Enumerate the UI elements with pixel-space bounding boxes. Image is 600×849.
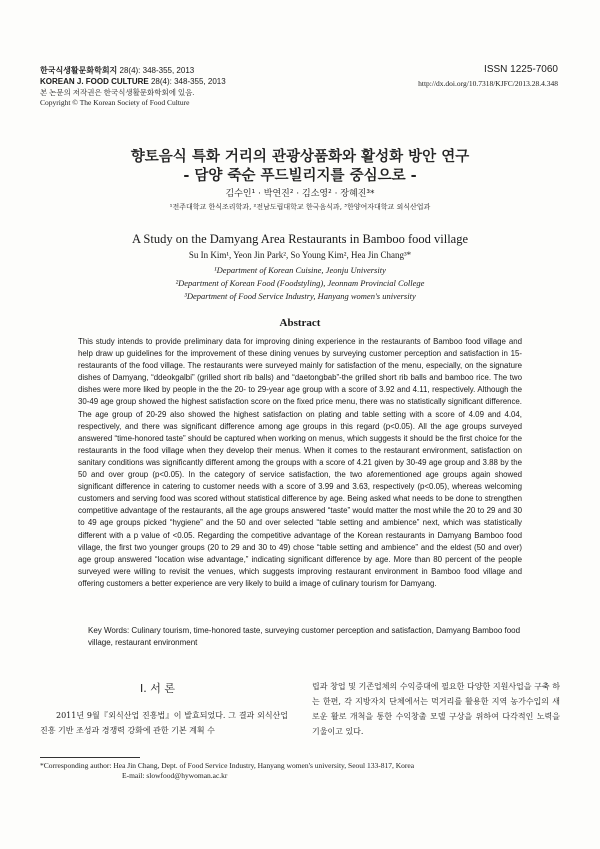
journal-citation-en	[40, 77, 226, 87]
journal-name-en: KOREAN J. FOOD CULTURE	[40, 77, 149, 86]
affiliation-en-3: ³Department of Food Service Industry, Hanyang women's university	[184, 291, 416, 301]
title-kr-line1: 향토음식 특화 거리의 관광상품화와 활성화 방안 연구	[130, 149, 470, 165]
affiliations-kr: ¹전주대학교 한식조리학과, ²전남도립대학교 한국음식과, ³한양여자대학교 외식산업과	[169, 203, 431, 211]
footnote-divider	[40, 757, 140, 758]
title-en: A Study on the Damyang Area Restaurants in Bamboo food village	[131, 232, 469, 246]
citation-kr: 28(4): 348-355, 2013	[117, 66, 195, 75]
title-kr-line2: - 담양 죽순 푸드빌리지를 중심으로 -	[183, 168, 417, 184]
doi-link[interactable]: http://dx.doi.org/10.7318/KJFC/2013.28.4.348	[418, 79, 558, 88]
keywords-text: Culinary tourism, time-honored taste, surveying customer perception and satisfaction, Damyang Bamboo food village, restaurant environment	[88, 626, 521, 647]
affiliation-en-1: ¹Department of Korean Cuisine, Jeonju University	[214, 265, 386, 275]
intro-right-column: 립과 창업 및 기존업체의 수익증대에 필요한 다양한 지원사업을 구축 하는 한편, 각 지방자치 단체에서는 먹거리를 활용한 지역 농가수입의 새로운 활로 개척을 통한 수익창출 모델 구상을 위하여 다각적인 노력을 기울이고 있다.	[312, 682, 560, 736]
journal-name-kr: 한국식생활문화학회지	[40, 66, 118, 75]
abstract-heading: Abstract	[279, 317, 321, 329]
issn: ISSN 1225-7060	[484, 64, 558, 75]
footnote	[40, 761, 560, 781]
keywords	[88, 625, 522, 649]
author-email: E-mail: slowfood@hywoman.ac.kr	[122, 771, 228, 780]
keywords-label: Key Words:	[88, 626, 130, 635]
journal-citation-kr	[40, 66, 194, 76]
authors-en: Su In Kim¹, Yeon Jin Park², So Young Kim², Hea Jin Chang³*	[188, 250, 412, 260]
intro-heading: Ⅰ. 서 론	[140, 682, 175, 695]
authors-kr: 김수인¹ · 박연진² · 김소영² · 장혜진³*	[225, 189, 375, 199]
copyright-en: Copyright © The Korean Society of Food Culture	[40, 98, 190, 107]
citation-en: 28(4): 348-355, 2013	[148, 77, 226, 86]
abstract-text: This study intends to provide preliminary data for improving dining experience in the restaurants of Bamboo food village and help draw up guidelines for the improvement of these dining venues by surveying customer perception and satisfaction in 15-restaurants of the food village. The restaurants were surveyed mainly for satisfaction of the menu, especially, on the signature dishes of Damyang, “ddeokgalbi” (grilled short rib balls) and “daetongbab”-the grilled short rib balls and bamboo rice. The two dishes were more liked by people in the the 20- to 29-year age group with a score of 3.92 and 4.11, respectively. Although the 30-49 age group showed the highest satisfaction score on the fixed price menu, there was no statistically significant difference. The age group of 20-29 also showed the highest satisfaction on plating and table setting with a score of 4.09 and 4.04, respectively, and there was significant difference among age groups in this regard (p<0.05). All the age groups surveyed answered “time-honored taste” should be captured when working on menus, which suggests it should be the first choice for the restaurants in the food village when they develop their menus. When it comes to the restaurant environment, satisfaction on sanitary conditions was significantly different among the groups with a score of 4.21 given by 30-49 age group and 3.88 by the 50 and over group (p<0.05). In the category of service satisfaction, the two aforementioned age groups again showed significant difference in catering to customer needs with a score of 3.99 and 3.63, respectively (p<0.05), whereas welcoming customers and serving food was scored without statistical difference by age. Being asked what needs to be done to strengthen competitive advantage of the restaurants, all the age groups answered “taste” would matter the most while the 20 to 29 and 30 to 49 age groups picked “hygiene” and the 50 and over selected “table setting and ambience” next, which was statistically different with a p value of <0.05. Regarding the competitive advantage of the Korean restaurants in Damyang Bamboo food village, the first two younger groups (20 to 29 and 30 to 49) chose “table setting and ambience” and the eldest (50 and over) age group answered “location wise advantage,” indicating significant difference by age. More than 80 percent of the people surveyed were willing to revisit the venues, which suggests improving restaurant environment in Bamboo food village and offering customers a better experience are very likely to build a image of culinary tourism for Damyang.	[78, 337, 522, 588]
affiliation-en-2: ²Department of Korean Food (Foodstyling), Jeonnam Provincial College	[175, 278, 425, 288]
corresponding-author: *Corresponding author: Hea Jin Chang, Dept. of Food Service Industry, Hanyang women's university, Seoul 133-817, Korea	[40, 761, 415, 770]
intro-left-column: 2011년 9월『외식산업 진흥법』이 발효되었다. 그 결과 외식산업 진흥 기반 조성과 경쟁력 강화에 관한 기본 계획 수	[40, 711, 288, 735]
copyright-kr: 본 논문의 저작권은 한국식생활문화학회에 있음.	[40, 88, 195, 97]
